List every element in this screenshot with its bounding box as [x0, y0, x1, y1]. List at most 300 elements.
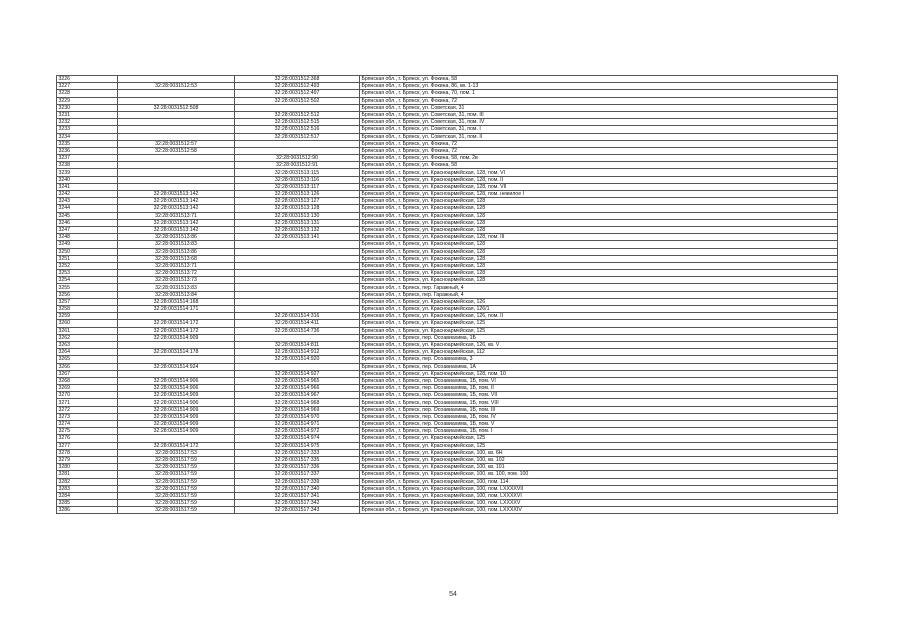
table-row	[57, 421, 838, 428]
address-cell: Брянская обл., г. Брянск, ул. Красноармейская, 128, пом. VI	[360, 169, 838, 176]
cadastral-number-cell: 32:28:0031512:497	[235, 90, 360, 97]
table-row	[57, 176, 838, 183]
table-row	[57, 377, 838, 384]
cadastral-number-cell: 32:28:0031514:927	[235, 370, 360, 377]
row-number-cell: 3228	[57, 90, 118, 97]
address-cell: Брянская обл., г. Брянск, ул. Красноармейская, 125	[360, 327, 838, 334]
earlier-cadastral-number-cell: 32:28:0031512:508	[118, 104, 235, 111]
table-row	[57, 507, 838, 514]
cadastral-number-cell	[235, 284, 360, 291]
cadastral-number-cell	[235, 255, 360, 262]
row-number-cell: 3273	[57, 413, 118, 420]
address-cell: Брянская обл., г. Брянск, ул. Красноармейская, 128	[360, 212, 838, 219]
earlier-cadastral-number-cell: 32:28:0031517:59	[118, 464, 235, 471]
row-number-cell: 3247	[57, 226, 118, 233]
row-number-cell: 3282	[57, 478, 118, 485]
earlier-cadastral-number-cell: 32:28:0031517:59	[118, 471, 235, 478]
table-row	[57, 255, 838, 262]
address-cell: Брянская обл., г. Брянск, пер. Осоавиахима, 1Б	[360, 334, 838, 341]
row-number-cell: 3277	[57, 442, 118, 449]
row-number-cell: 3244	[57, 205, 118, 212]
earlier-cadastral-number-cell	[118, 169, 235, 176]
table-row	[57, 76, 838, 83]
row-number-cell: 3233	[57, 126, 118, 133]
earlier-cadastral-number-cell	[118, 356, 235, 363]
cadastral-number-cell: 32:28:0031514:811	[235, 341, 360, 348]
table-row	[57, 198, 838, 205]
earlier-cadastral-number-cell: 32:28:0031517:59	[118, 507, 235, 514]
address-cell: Брянская обл., г. Брянск, пер. Осоавиахима, 1Б, пом. VIII	[360, 399, 838, 406]
address-cell: Брянская обл., г. Брянск, ул. Советская, 31, пом. II	[360, 133, 838, 140]
earlier-cadastral-number-cell	[118, 76, 235, 83]
earlier-cadastral-number-cell: 32:28:0031513:73	[118, 277, 235, 284]
table-row	[57, 284, 838, 291]
address-cell: Брянская обл., г. Брянск, пер. Осоавиахима, 1Б, пом. V	[360, 421, 838, 428]
earlier-cadastral-number-cell: 32:28:0031512:57	[118, 140, 235, 147]
address-cell: Брянская обл., г. Брянск, ул. Фокина, 72	[360, 97, 838, 104]
row-number-cell: 3259	[57, 313, 118, 320]
earlier-cadastral-number-cell: 32:28:0031514:906	[118, 399, 235, 406]
cadastral-number-cell	[235, 306, 360, 313]
cadastral-number-cell	[235, 277, 360, 284]
earlier-cadastral-number-cell	[118, 183, 235, 190]
row-number-cell: 3266	[57, 363, 118, 370]
row-number-cell: 3264	[57, 349, 118, 356]
address-cell: Брянская обл., г. Брянск, пер. Осоавиахима, 3	[360, 356, 838, 363]
address-cell: Брянская обл., г. Брянск, ул. Фокина, 58	[360, 162, 838, 169]
address-cell: Брянская обл., г. Брянск, ул. Красноармейская, 125	[360, 320, 838, 327]
cadastral-number-cell	[235, 241, 360, 248]
earlier-cadastral-number-cell: 32:28:0031517:59	[118, 456, 235, 463]
table-row	[57, 83, 838, 90]
table-row	[57, 435, 838, 442]
address-cell: Брянская обл., г. Брянск, ул. Красноармейская, 128, пом. 10	[360, 370, 838, 377]
table-row	[57, 392, 838, 399]
cadastral-number-cell: 32:28:0031517:337	[235, 471, 360, 478]
cadastral-number-cell: 32:28:0031514:972	[235, 428, 360, 435]
table-row	[57, 133, 838, 140]
table-row	[57, 212, 838, 219]
row-number-cell: 3239	[57, 169, 118, 176]
earlier-cadastral-number-cell: 32:28:0031514:178	[118, 349, 235, 356]
table-row	[57, 248, 838, 255]
address-cell: Брянская обл., г. Брянск, пер. Осоавиахима, 1Б, пом. VII	[360, 392, 838, 399]
cadastral-number-cell: 32:28:0031512:502	[235, 97, 360, 104]
address-cell: Брянская обл., г. Брянск, ул. Красноармейская, 100, пом. 114	[360, 478, 838, 485]
address-cell: Брянская обл., г. Брянск, ул. Красноармейская, 125	[360, 435, 838, 442]
table-row	[57, 327, 838, 334]
cadastral-number-cell	[235, 140, 360, 147]
table-row	[57, 485, 838, 492]
row-number-cell: 3241	[57, 183, 118, 190]
cadastral-number-cell	[235, 147, 360, 154]
cadastral-number-cell	[235, 104, 360, 111]
table-row	[57, 442, 838, 449]
row-number-cell: 3249	[57, 241, 118, 248]
row-number-cell: 3254	[57, 277, 118, 284]
table-row	[57, 456, 838, 463]
row-number-cell: 3268	[57, 377, 118, 384]
address-cell: Брянская обл., г. Брянск, ул. Красноармейская, 128	[360, 226, 838, 233]
cadastral-number-cell: 32:28:0031514:974	[235, 435, 360, 442]
cadastral-number-cell: 32:28:0031514:316	[235, 313, 360, 320]
earlier-cadastral-number-cell: 32:28:0031513:83	[118, 241, 235, 248]
cadastral-number-cell: 32:28:0031514:912	[235, 349, 360, 356]
table-row	[57, 226, 838, 233]
row-number-cell: 3263	[57, 341, 118, 348]
row-number-cell: 3267	[57, 370, 118, 377]
table-body	[57, 76, 838, 514]
earlier-cadastral-number-cell: 32:28:0031514:172	[118, 320, 235, 327]
table-row	[57, 234, 838, 241]
address-cell: Брянская обл., г. Брянск, ул. Фокина, 72	[360, 147, 838, 154]
table-row	[57, 363, 838, 370]
row-number-cell: 3274	[57, 421, 118, 428]
row-number-cell: 3278	[57, 449, 118, 456]
cadastral-number-cell: 32:28:0031514:920	[235, 356, 360, 363]
table-row	[57, 191, 838, 198]
row-number-cell: 3238	[57, 162, 118, 169]
address-cell: Брянская обл., г. Брянск, ул. Фокина, 58	[360, 76, 838, 83]
table-row	[57, 183, 838, 190]
address-cell: Брянская обл., г. Брянск, ул. Красноармейская, 100, кв. 101	[360, 464, 838, 471]
table-row	[57, 349, 838, 356]
earlier-cadastral-number-cell: 32:28:0031513:86	[118, 248, 235, 255]
earlier-cadastral-number-cell: 32:28:0031514:909	[118, 428, 235, 435]
address-cell: Брянская обл., г. Брянск, пер. Гаражный, 4	[360, 284, 838, 291]
row-number-cell: 3258	[57, 306, 118, 313]
row-number-cell: 3265	[57, 356, 118, 363]
address-cell: Брянская обл., г. Брянск, ул. Красноармейская, 126, кв. V	[360, 341, 838, 348]
cadastral-number-cell: 32:28:0031512:91	[235, 162, 360, 169]
address-cell: Брянская обл., г. Брянск, ул. Советская, 31, пом. IV	[360, 119, 838, 126]
cadastral-number-cell: 32:28:0031514:411	[235, 320, 360, 327]
row-number-cell: 3284	[57, 492, 118, 499]
table-row	[57, 306, 838, 313]
earlier-cadastral-number-cell: 32:28:0031513:86	[118, 234, 235, 241]
address-cell: Брянская обл., г. Брянск, ул. Фокина, 58, пом. 2в	[360, 155, 838, 162]
table-row	[57, 291, 838, 298]
table-row	[57, 126, 838, 133]
table-row	[57, 334, 838, 341]
row-number-cell: 3240	[57, 176, 118, 183]
table-row	[57, 492, 838, 499]
address-cell: Брянская обл., г. Брянск, пер. Осоавиахима, 1Б, пом. IV	[360, 413, 838, 420]
row-number-cell: 3276	[57, 435, 118, 442]
table-row	[57, 205, 838, 212]
cadastral-number-cell	[235, 270, 360, 277]
address-cell: Брянская обл., г. Брянск, ул. Красноармейская, 128	[360, 255, 838, 262]
earlier-cadastral-number-cell: 32:28:0031512:53	[118, 83, 235, 90]
cadastral-number-cell: 32:28:0031513:141	[235, 234, 360, 241]
cadastral-number-cell: 32:28:0031513:115	[235, 169, 360, 176]
cadastral-number-cell: 32:28:0031517:336	[235, 464, 360, 471]
table-row	[57, 478, 838, 485]
earlier-cadastral-number-cell: 32:28:0031514:909	[118, 392, 235, 399]
cadastral-number-cell: 32:28:0031517:339	[235, 478, 360, 485]
row-number-cell: 3275	[57, 428, 118, 435]
earlier-cadastral-number-cell	[118, 435, 235, 442]
earlier-cadastral-number-cell: 32:28:0031513:84	[118, 291, 235, 298]
earlier-cadastral-number-cell: 32:28:0031514:924	[118, 363, 235, 370]
earlier-cadastral-number-cell	[118, 370, 235, 377]
earlier-cadastral-number-cell: 32:28:0031513:142	[118, 198, 235, 205]
address-cell: Брянская обл., г. Брянск, ул. Красноармейская, 128	[360, 270, 838, 277]
cadastral-number-cell: 32:28:0031512:493	[235, 83, 360, 90]
cadastral-number-cell	[235, 298, 360, 305]
cadastral-number-cell: 32:28:0031512:515	[235, 119, 360, 126]
earlier-cadastral-number-cell	[118, 126, 235, 133]
earlier-cadastral-number-cell	[118, 341, 235, 348]
earlier-cadastral-number-cell	[118, 176, 235, 183]
cadastral-number-cell: 32:28:0031513:126	[235, 191, 360, 198]
row-number-cell: 3256	[57, 291, 118, 298]
cadastral-number-cell: 32:28:0031517:335	[235, 456, 360, 463]
address-cell: Брянская обл., г. Брянск, ул. Красноармейская, 100, пом. LXXXXVI	[360, 492, 838, 499]
earlier-cadastral-number-cell: 32:28:0031517:59	[118, 500, 235, 507]
table-row	[57, 399, 838, 406]
earlier-cadastral-number-cell: 32:28:0031513:142	[118, 226, 235, 233]
row-number-cell: 3286	[57, 507, 118, 514]
earlier-cadastral-number-cell: 32:28:0031514:172	[118, 327, 235, 334]
table-row	[57, 356, 838, 363]
earlier-cadastral-number-cell: 32:28:0031513:72	[118, 270, 235, 277]
earlier-cadastral-number-cell: 32:28:0031512:58	[118, 147, 235, 154]
address-cell: Брянская обл., г. Брянск, ул. Красноармейская, 126, пом. II	[360, 313, 838, 320]
earlier-cadastral-number-cell	[118, 90, 235, 97]
cadastral-number-cell: 32:28:0031517:342	[235, 500, 360, 507]
address-cell: Брянская обл., г. Брянск, ул. Красноармейская, 128	[360, 219, 838, 226]
cadastral-number-cell: 32:28:0031517:333	[235, 449, 360, 456]
table-row	[57, 90, 838, 97]
earlier-cadastral-number-cell: 32:28:0031517:53	[118, 449, 235, 456]
row-number-cell: 3242	[57, 191, 118, 198]
table-row	[57, 471, 838, 478]
address-cell: Брянская обл., г. Брянск, ул. Красноармейская, 100, пом. LXXXXV	[360, 500, 838, 507]
cadastral-number-cell: 32:28:0031514:969	[235, 406, 360, 413]
address-cell: Брянская обл., г. Брянск, ул. Советская, 31	[360, 104, 838, 111]
cadastral-number-cell: 32:28:0031512:368	[235, 76, 360, 83]
earlier-cadastral-number-cell: 32:28:0031514:906	[118, 385, 235, 392]
address-cell: Брянская обл., г. Брянск, пер. Осоавиахима, 1Б, пом. I	[360, 428, 838, 435]
table-row	[57, 341, 838, 348]
row-number-cell: 3253	[57, 270, 118, 277]
earlier-cadastral-number-cell	[118, 111, 235, 118]
cadastral-number-cell: 32:28:0031513:127	[235, 198, 360, 205]
table-row	[57, 155, 838, 162]
cadastral-number-cell: 32:28:0031513:128	[235, 205, 360, 212]
row-number-cell: 3226	[57, 76, 118, 83]
earlier-cadastral-number-cell: 32:28:0031514:909	[118, 334, 235, 341]
earlier-cadastral-number-cell: 32:28:0031514:909	[118, 406, 235, 413]
row-number-cell: 3261	[57, 327, 118, 334]
table-row	[57, 119, 838, 126]
earlier-cadastral-number-cell	[118, 162, 235, 169]
row-number-cell: 3279	[57, 456, 118, 463]
table-row	[57, 270, 838, 277]
earlier-cadastral-number-cell: 32:28:0031517:59	[118, 492, 235, 499]
earlier-cadastral-number-cell: 32:28:0031513:71	[118, 262, 235, 269]
row-number-cell: 3229	[57, 97, 118, 104]
table-row	[57, 277, 838, 284]
table-row	[57, 428, 838, 435]
table-row	[57, 104, 838, 111]
address-cell: Брянская обл., г. Брянск, пер. Осоавиахима, 1Б, пом. VI	[360, 377, 838, 384]
address-cell: Брянская обл., г. Брянск, ул. Красноармейская, 128	[360, 241, 838, 248]
cadastral-number-cell: 32:28:0031513:131	[235, 219, 360, 226]
cadastral-number-cell: 32:28:0031512:516	[235, 126, 360, 133]
earlier-cadastral-number-cell: 32:28:0031514:171	[118, 306, 235, 313]
cadastral-number-cell: 32:28:0031517:341	[235, 492, 360, 499]
cadastral-number-cell	[235, 248, 360, 255]
row-number-cell: 3251	[57, 255, 118, 262]
table-row	[57, 385, 838, 392]
address-cell: Брянская обл., г. Брянск, пер. Осоавиахима, 1А	[360, 363, 838, 370]
earlier-cadastral-number-cell: 32:28:0031514:909	[118, 413, 235, 420]
earlier-cadastral-number-cell: 32:28:0031513:142	[118, 219, 235, 226]
row-number-cell: 3260	[57, 320, 118, 327]
cadastral-number-cell: 32:28:0031513:132	[235, 226, 360, 233]
cadastral-number-cell: 32:28:0031514:966	[235, 385, 360, 392]
address-cell: Брянская обл., г. Брянск, ул. Красноармейская, 128	[360, 205, 838, 212]
row-number-cell: 3250	[57, 248, 118, 255]
table-row	[57, 169, 838, 176]
earlier-cadastral-number-cell: 32:28:0031513:142	[118, 191, 235, 198]
address-cell: Брянская обл., г. Брянск, ул. Красноармейская, 112	[360, 349, 838, 356]
cadastral-number-cell: 32:28:0031514:965	[235, 377, 360, 384]
row-number-cell: 3272	[57, 406, 118, 413]
table-row	[57, 147, 838, 154]
table-row	[57, 140, 838, 147]
row-number-cell: 3246	[57, 219, 118, 226]
row-number-cell: 3281	[57, 471, 118, 478]
table-row	[57, 298, 838, 305]
table-row	[57, 241, 838, 248]
address-cell: Брянская обл., г. Брянск, ул. Красноармейская, 100, пом. LXXXXVII	[360, 485, 838, 492]
cadastral-number-cell: 32:28:0031512:517	[235, 133, 360, 140]
row-number-cell: 3271	[57, 399, 118, 406]
table-row	[57, 370, 838, 377]
table-row	[57, 500, 838, 507]
address-cell: Брянская обл., г. Брянск, пер. Осоавиахима, 1Б, пом. II	[360, 385, 838, 392]
row-number-cell: 3270	[57, 392, 118, 399]
cadastral-number-cell: 32:28:0031517:340	[235, 485, 360, 492]
row-number-cell: 3235	[57, 140, 118, 147]
row-number-cell: 3237	[57, 155, 118, 162]
row-number-cell: 3236	[57, 147, 118, 154]
address-cell: Брянская обл., г. Брянск, ул. Красноармейская, 128	[360, 262, 838, 269]
address-cell: Брянская обл., г. Брянск, ул. Красноармейская, 126	[360, 298, 838, 305]
cadastral-number-cell	[235, 334, 360, 341]
row-number-cell: 3269	[57, 385, 118, 392]
earlier-cadastral-number-cell: 32:28:0031513:71	[118, 212, 235, 219]
row-number-cell: 3234	[57, 133, 118, 140]
address-cell: Брянская обл., г. Брянск, ул. Красноармейская, 100, кв. 6Н	[360, 449, 838, 456]
address-cell: Брянская обл., г. Брянск, ул. Фокина, 70, пом. 1	[360, 90, 838, 97]
earlier-cadastral-number-cell: 32:28:0031514:172	[118, 442, 235, 449]
earlier-cadastral-number-cell: 32:28:0031517:59	[118, 478, 235, 485]
table-row	[57, 313, 838, 320]
address-cell: Брянская обл., г. Брянск, ул. Красноармейская, 100, пом. LXXXXIV	[360, 507, 838, 514]
address-cell: Брянская обл., г. Брянск, ул. Красноармейская, 100, кв. 100, пом. 100	[360, 471, 838, 478]
earlier-cadastral-number-cell	[118, 133, 235, 140]
earlier-cadastral-number-cell: 32:28:0031513:83	[118, 284, 235, 291]
table-row	[57, 111, 838, 118]
cadastral-number-cell: 32:28:0031514:968	[235, 399, 360, 406]
cadastral-number-cell: 32:28:0031514:736	[235, 327, 360, 334]
address-cell: Брянская обл., г. Брянск, ул. Красноармейская, 128, пом. III	[360, 234, 838, 241]
cadastral-number-cell: 32:28:0031513:116	[235, 176, 360, 183]
table-row	[57, 406, 838, 413]
row-number-cell: 3243	[57, 198, 118, 205]
row-number-cell: 3255	[57, 284, 118, 291]
row-number-cell: 3285	[57, 500, 118, 507]
address-cell: Брянская обл., г. Брянск, ул. Красноармейская, 100, кв. 102	[360, 456, 838, 463]
cadastral-number-cell: 32:28:0031514:967	[235, 392, 360, 399]
row-number-cell: 3231	[57, 111, 118, 118]
table-row	[57, 320, 838, 327]
earlier-cadastral-number-cell: 32:28:0031514:168	[118, 298, 235, 305]
row-number-cell: 3262	[57, 334, 118, 341]
row-number-cell: 3245	[57, 212, 118, 219]
cadastral-number-cell: 32:28:0031512:90	[235, 155, 360, 162]
earlier-cadastral-number-cell: 32:28:0031514:909	[118, 421, 235, 428]
table-row	[57, 449, 838, 456]
address-cell: Брянская обл., г. Брянск, ул. Красноармейская, 128	[360, 248, 838, 255]
address-cell: Брянская обл., г. Брянск, ул. Красноармейская, 128	[360, 198, 838, 205]
cadastral-register-table	[56, 75, 838, 514]
table-row	[57, 464, 838, 471]
cadastral-number-cell	[235, 262, 360, 269]
earlier-cadastral-number-cell	[118, 119, 235, 126]
address-cell: Брянская обл., г. Брянск, ул. Красноармейская, 128	[360, 277, 838, 284]
table-row	[57, 413, 838, 420]
earlier-cadastral-number-cell: 32:28:0031513:142	[118, 205, 235, 212]
row-number-cell: 3283	[57, 485, 118, 492]
table-row	[57, 219, 838, 226]
row-number-cell: 3280	[57, 464, 118, 471]
address-cell: Брянская обл., г. Брянск, пер. Гаражный, 4	[360, 291, 838, 298]
address-cell: Брянская обл., г. Брянск, пер. Осоавиахима, 1Б, пом. III	[360, 406, 838, 413]
row-number-cell: 3248	[57, 234, 118, 241]
table-row	[57, 262, 838, 269]
cadastral-number-cell	[235, 363, 360, 370]
address-cell: Брянская обл., г. Брянск, ул. Красноармейская, 126/1	[360, 306, 838, 313]
earlier-cadastral-number-cell	[118, 313, 235, 320]
earlier-cadastral-number-cell: 32:28:0031514:906	[118, 377, 235, 384]
cadastral-number-cell: 32:28:0031514:971	[235, 421, 360, 428]
row-number-cell: 3230	[57, 104, 118, 111]
page-number: 54	[449, 591, 457, 598]
address-cell: Брянская обл., г. Брянск, ул. Красноармейская, 125	[360, 442, 838, 449]
cadastral-number-cell: 32:28:0031512:512	[235, 111, 360, 118]
cadastral-number-cell: 32:28:0031513:117	[235, 183, 360, 190]
address-cell: Брянская обл., г. Брянск, ул. Советская, 31, пом. I	[360, 126, 838, 133]
address-cell: Брянская обл., г. Брянск, ул. Фокина, 86, кв. 1-13	[360, 83, 838, 90]
earlier-cadastral-number-cell	[118, 155, 235, 162]
cadastral-number-cell: 32:28:0031514:970	[235, 413, 360, 420]
earlier-cadastral-number-cell	[118, 97, 235, 104]
earlier-cadastral-number-cell: 32:28:0031513:68	[118, 255, 235, 262]
row-number-cell: 3252	[57, 262, 118, 269]
cadastral-number-cell	[235, 291, 360, 298]
table-row	[57, 162, 838, 169]
earlier-cadastral-number-cell: 32:28:0031517:59	[118, 485, 235, 492]
address-cell: Брянская обл., г. Брянск, ул. Фокина, 72	[360, 140, 838, 147]
cadastral-number-cell: 32:28:0031513:130	[235, 212, 360, 219]
cadastral-number-cell: 32:28:0031514:975	[235, 442, 360, 449]
address-cell: Брянская обл., г. Брянск, ул. Красноармейская, 128, пом. нежилое I	[360, 191, 838, 198]
